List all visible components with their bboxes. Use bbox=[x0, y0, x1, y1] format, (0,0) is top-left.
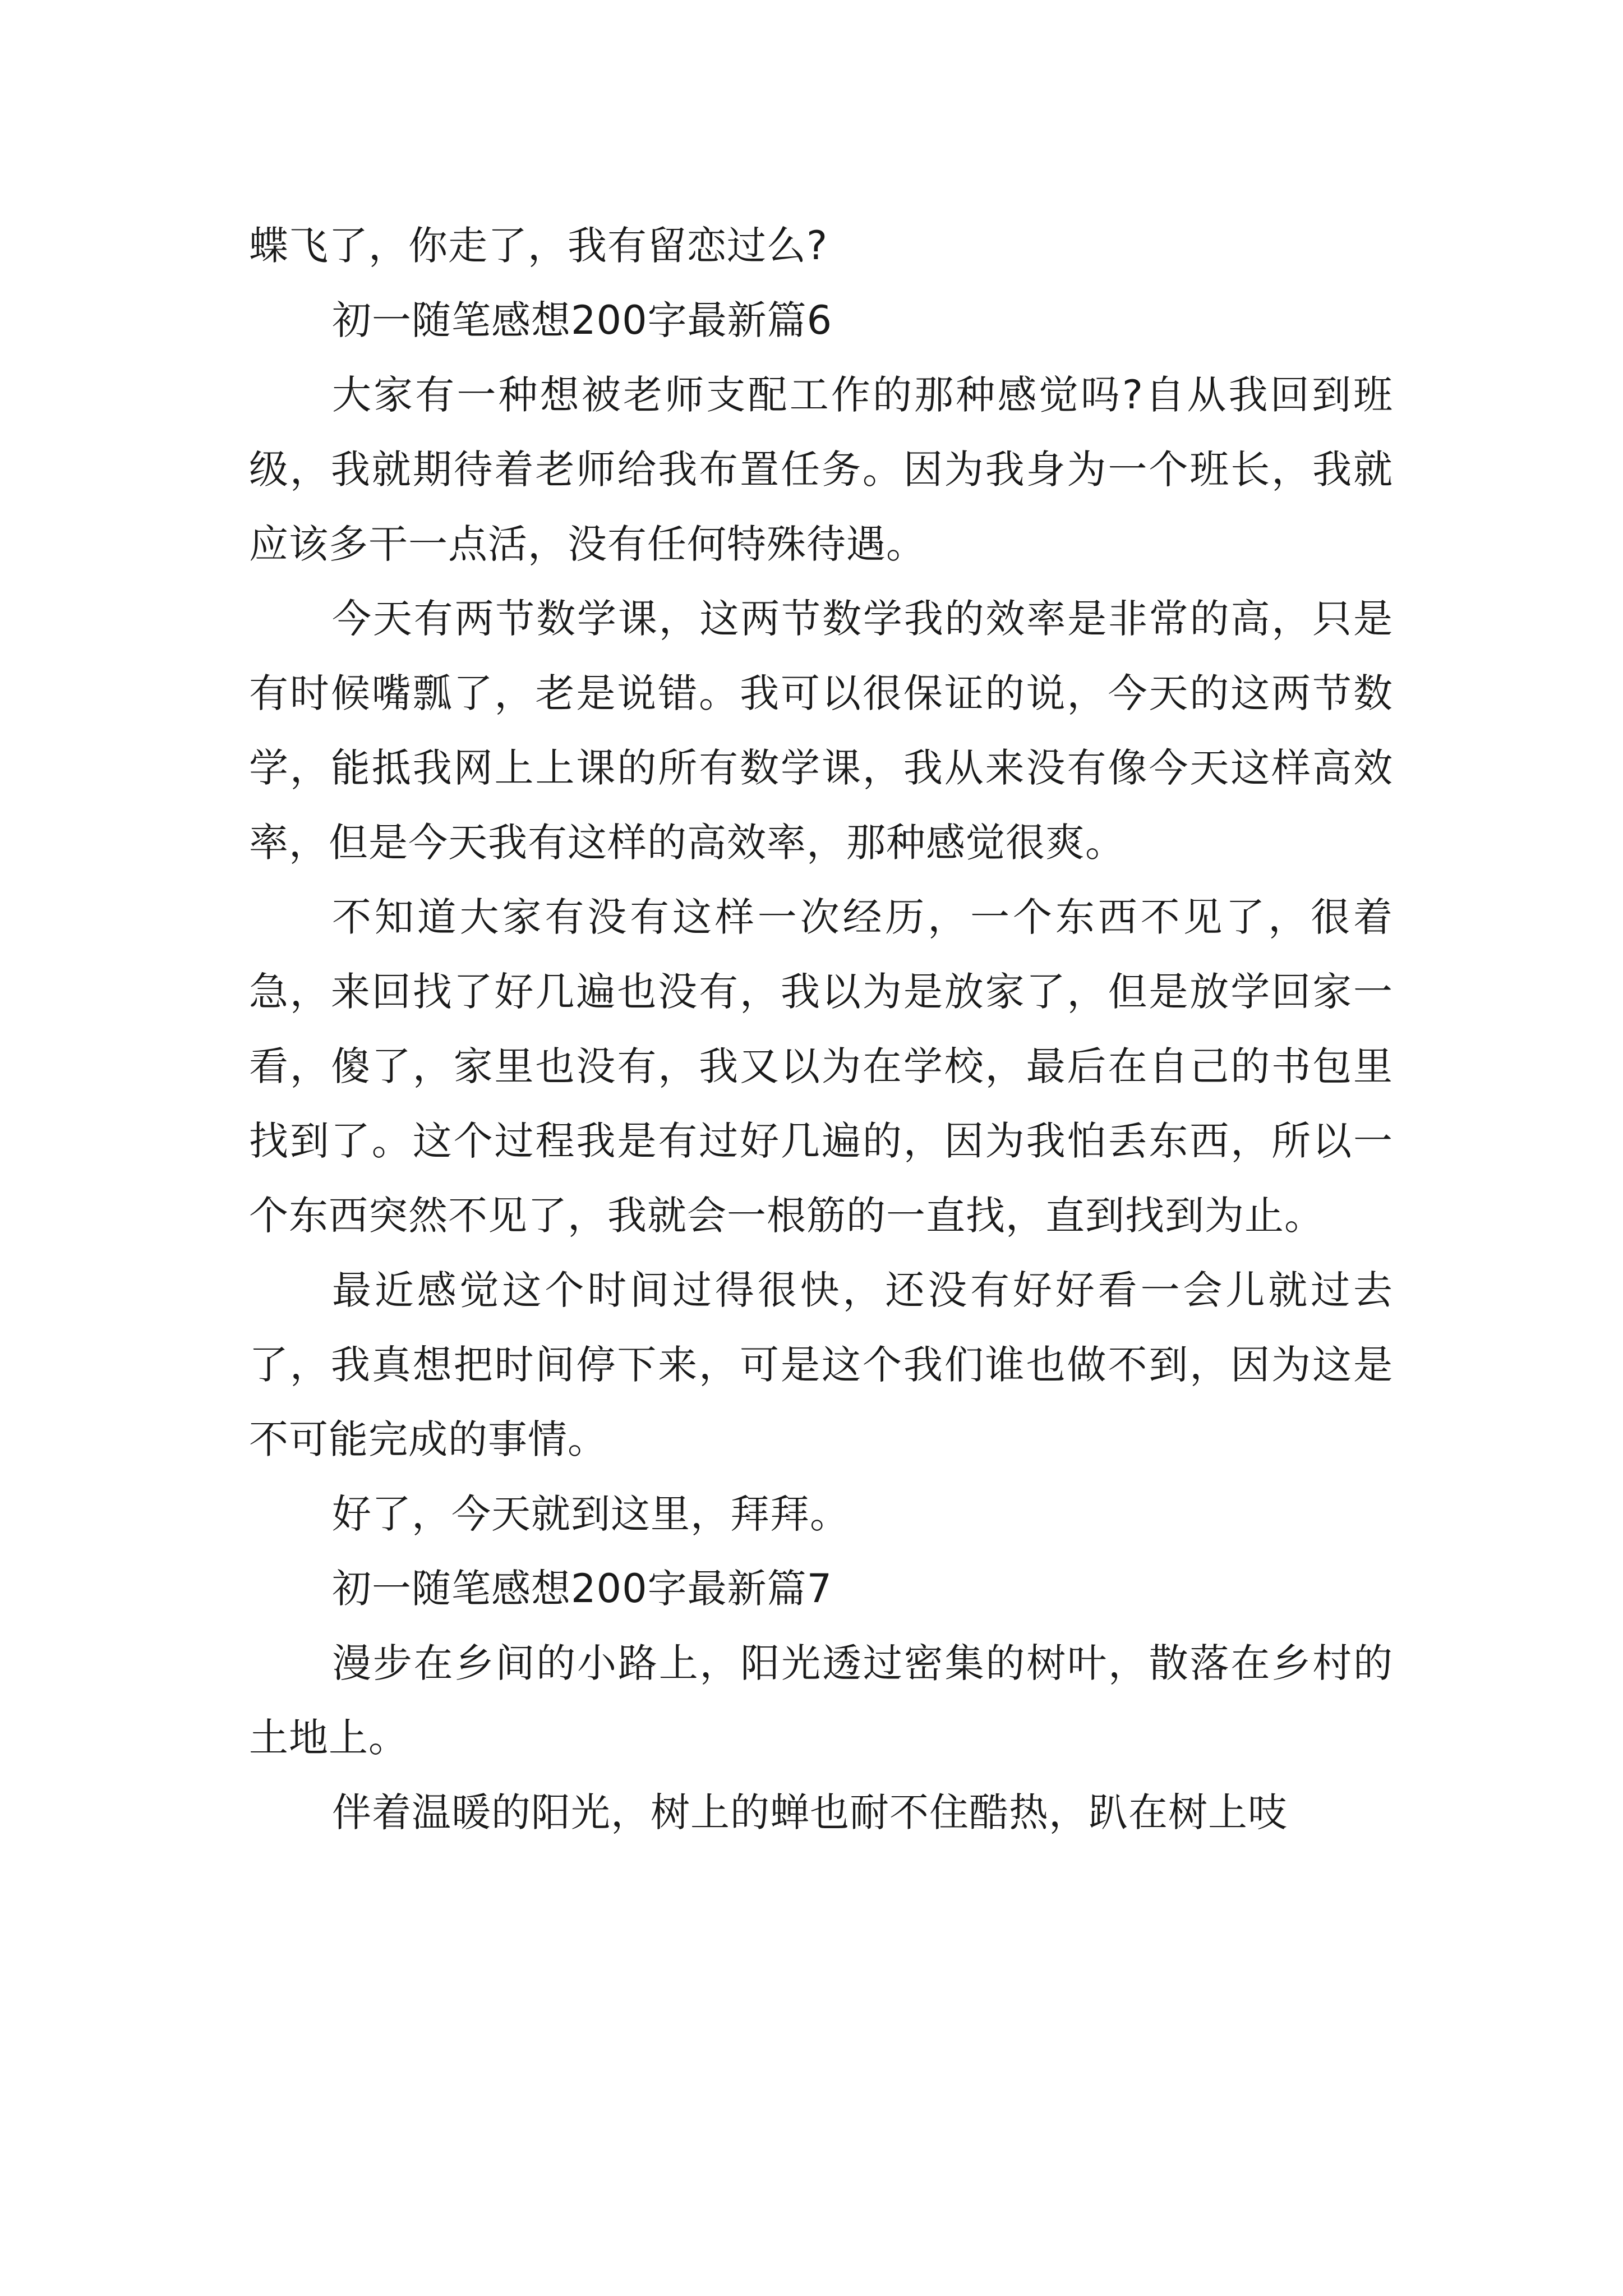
paragraph: 今天有两节数学课，这两节数学我的效率是非常的高，只是有时候嘴瓢了，老是说错。我可以很保证的说，今天的这两节数学，能抵我网上上课的所有数学课，我从来没有像今天这样高效率，但是今天我有这样的高效率，那种感觉很爽。 bbox=[249, 596, 1393, 866]
paragraph: 大家有一种想被老师支配工作的那种感觉吗?自从我回到班级，我就期待着老师给我布置任务。因为我身为一个班长，我就应该多干一点活，没有任何特殊待遇。 bbox=[249, 372, 1393, 567]
paragraph-continuation: 蝶飞了，你走了，我有留恋过么? bbox=[249, 223, 828, 269]
section-heading-6: 初一随笔感想200字最新篇6 bbox=[332, 297, 833, 343]
document-body bbox=[249, 209, 1393, 1850]
paragraph: 最近感觉这个时间过得很快，还没有好好看一会儿就过去了，我真想把时间停下来，可是这个我们谁也做不到，因为这是不可能完成的事情。 bbox=[249, 1267, 1393, 1462]
section-heading-7: 初一随笔感想200字最新篇7 bbox=[332, 1566, 833, 1612]
paragraph: 不知道大家有没有这样一次经历，一个东西不见了，很着急，来回找了好几遍也没有，我以为是放家了，但是放学回家一看，傻了，家里也没有，我又以为在学校，最后在自己的书包里找到了。这个过程我是有过好几遍的，因为我怕丢东西，所以一个东西突然不见了，我就会一根筋的一直找，直到找到为止。 bbox=[249, 894, 1393, 1239]
paragraph: 伴着温暖的阳光，树上的蝉也耐不住酷热，趴在树上吱 bbox=[332, 1789, 1288, 1835]
paragraph: 好了，今天就到这里，拜拜。 bbox=[332, 1491, 850, 1537]
paragraph: 漫步在乡间的小路上，阳光透过密集的树叶，散落在乡村的土地上。 bbox=[249, 1640, 1393, 1761]
